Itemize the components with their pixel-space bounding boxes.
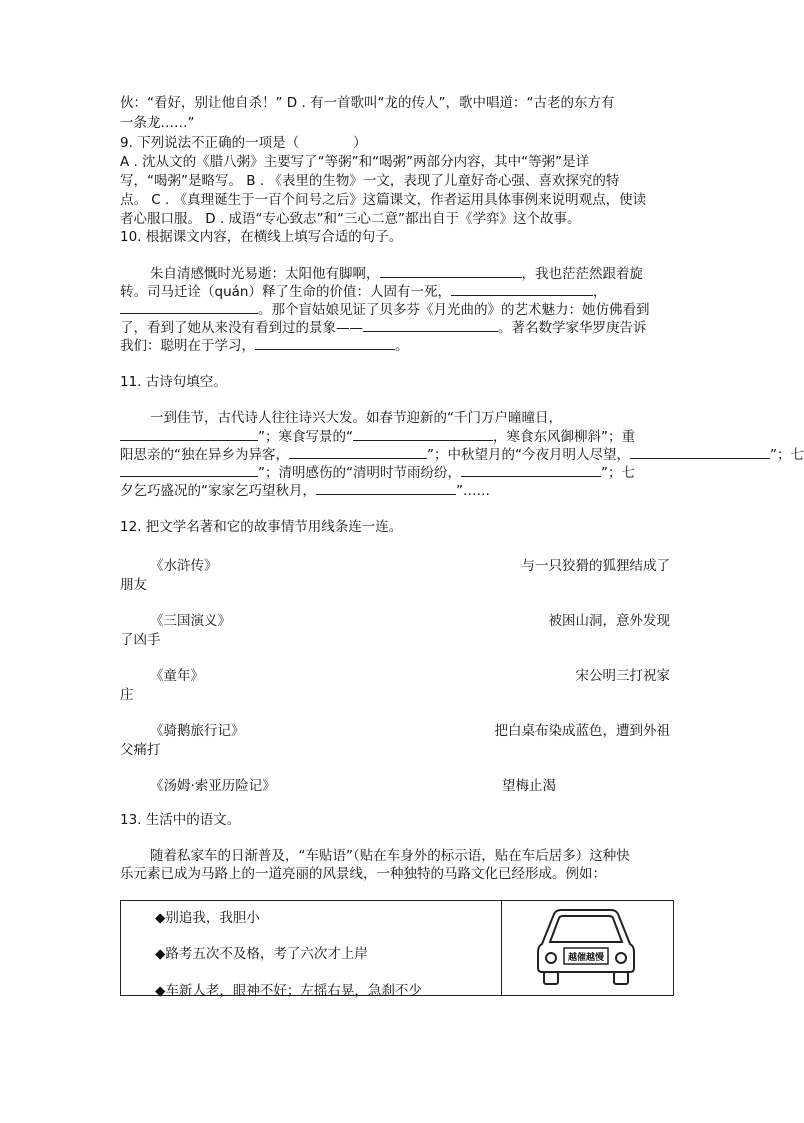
book-title[interactable]: 《骑鹅旅行记》: [150, 723, 245, 739]
question-10-title: 10. 根据课文内容，在横线上填写合适的句子。: [120, 229, 403, 245]
text-segment: 夕乞巧盛况的“家家乞巧望秋月，: [120, 483, 316, 499]
question-10-line: [120, 318, 675, 337]
question-11-line: 一到佳节，古代诗人往往诗兴大发。如春节迎新的“千门万户曈曈日，: [150, 410, 562, 426]
text-segment: ”；七: [770, 447, 804, 463]
plot-description-cont: 朋友: [120, 577, 147, 593]
text-segment: ”；七: [601, 465, 635, 481]
fill-blank[interactable]: [255, 336, 395, 350]
question-9-title: 9. 下列说法不正确的一项是（ ）: [120, 135, 367, 151]
question-11-title: 11. 古诗句填空。: [120, 374, 227, 390]
question-11-line: [120, 481, 675, 500]
slogan-item: ◆路考五次不及格，考了六次才上岸: [155, 946, 368, 962]
text-segment: ，: [592, 284, 607, 300]
text-line: 一条龙……”: [120, 115, 195, 131]
text-segment: 了，看到了她从来没有看到过的景象——: [120, 320, 363, 336]
text-segment: 我们：聪明在于学习，: [120, 338, 255, 354]
question-13-line: 随着私家车的日渐普及，“车贴语”（贴在车身外的标示语，贴在车后居多）这种快: [150, 848, 630, 864]
question-12-title: 12. 把文学名著和它的故事情节用线条连一连。: [120, 519, 403, 535]
plot-description[interactable]: 与一只狡猾的狐狸结成了: [521, 558, 670, 574]
question-10-line: [150, 264, 675, 283]
text-segment: ”；中秋望月的“今夜月明人尽望，: [427, 447, 630, 463]
slogan-item: ◆车新人老，眼神不好；左摇右晃，急刹不少: [155, 983, 422, 999]
question-11-line: [120, 445, 804, 464]
text-segment: ，寒食东风御柳斜”；重: [493, 429, 635, 445]
car-plate-text: 越催越慢: [567, 953, 604, 963]
text-segment: ，我也茫茫然跟着旋: [521, 266, 643, 282]
fill-blank[interactable]: [363, 318, 498, 332]
text-line: 伙：“看好，别让他自杀！” D . 有一首歌叫“龙的传人”，歌中唱道：“古老的东方有: [120, 95, 615, 111]
fill-blank[interactable]: [451, 282, 593, 296]
book-title[interactable]: 《童年》: [150, 668, 204, 684]
text-segment: 。那个盲姑娘见证了贝多芬《月光曲的》的艺术魅力：她仿佛看到: [258, 302, 650, 318]
plot-description-cont: 庄: [120, 687, 134, 703]
question-10-line: [120, 282, 675, 301]
question-13-line: 乐元素已成为马路上的一道亮丽的风景线，一种独特的马路文化已经形成。例如：: [120, 866, 606, 882]
text-segment: 阳思亲的“独在异乡为异客，: [120, 447, 289, 463]
question-9-option-line: A . 沈从文的《腊八粥》主要写了“等粥”和“喝粥”两部分内容，其中“等粥”是详: [120, 154, 590, 170]
question-13-title: 13. 生活中的语文。: [120, 812, 241, 828]
car-icon: [534, 906, 638, 990]
fill-blank[interactable]: [461, 463, 601, 477]
question-9-option-line: 点。 C . 《真理诞生于一百个问号之后》这篇课文，作者运用具体事例来说明观点，使读: [120, 192, 647, 208]
question-10-line: [120, 300, 675, 319]
book-title[interactable]: 《汤姆·索亚历险记》: [150, 778, 276, 794]
book-title[interactable]: 《三国演义》: [150, 613, 231, 629]
fill-blank[interactable]: [120, 463, 258, 477]
question-9-option-line: 者心服口服。 D . 成语“专心致志”和“三心二意”都出自于《学弈》这个故事。: [120, 211, 581, 227]
plot-description-cont: 父痛打: [120, 742, 161, 758]
plot-description[interactable]: 被困山洞，意外发现: [548, 613, 670, 629]
fill-blank[interactable]: [120, 427, 258, 441]
question-9-option-line: 写，“喝粥”是略写。 B . 《表里的生物》一文，表现了儿童好奇心强、喜欢探究的特: [120, 173, 620, 189]
text-segment: 转。司马迁诠（quán）释了生命的价值：人固有一死，: [120, 284, 451, 300]
plot-description[interactable]: 宋公明三打祝家: [575, 668, 670, 684]
question-11-line: [120, 463, 675, 482]
plot-description[interactable]: 望梅止渴: [502, 778, 556, 794]
book-title[interactable]: 《水浒传》: [150, 558, 218, 574]
fill-blank[interactable]: [316, 481, 456, 495]
text-segment: 朱自清感慨时光易逝：太阳他有脚啊，: [150, 266, 380, 282]
slogan-item: ◆别追我，我胆小: [155, 910, 260, 926]
fill-blank[interactable]: [120, 300, 258, 314]
question-11-line: [120, 427, 675, 446]
text-segment: 。著名数学家华罗庚告诉: [498, 320, 647, 336]
question-10-line: [120, 336, 675, 355]
text-segment: 。: [395, 338, 409, 354]
fill-blank[interactable]: [353, 427, 493, 441]
fill-blank[interactable]: [380, 264, 522, 278]
plot-description-cont: 了凶手: [120, 632, 161, 648]
fill-blank[interactable]: [289, 445, 427, 459]
text-segment: ”；清明感伤的“清明时节雨纷纷，: [258, 465, 461, 481]
text-segment: ”；寒食写景的“: [258, 429, 353, 445]
plot-description[interactable]: 把白桌布染成蓝色，遭到外祖: [494, 723, 670, 739]
fill-blank[interactable]: [630, 445, 770, 459]
text-segment: ”……: [456, 483, 490, 499]
